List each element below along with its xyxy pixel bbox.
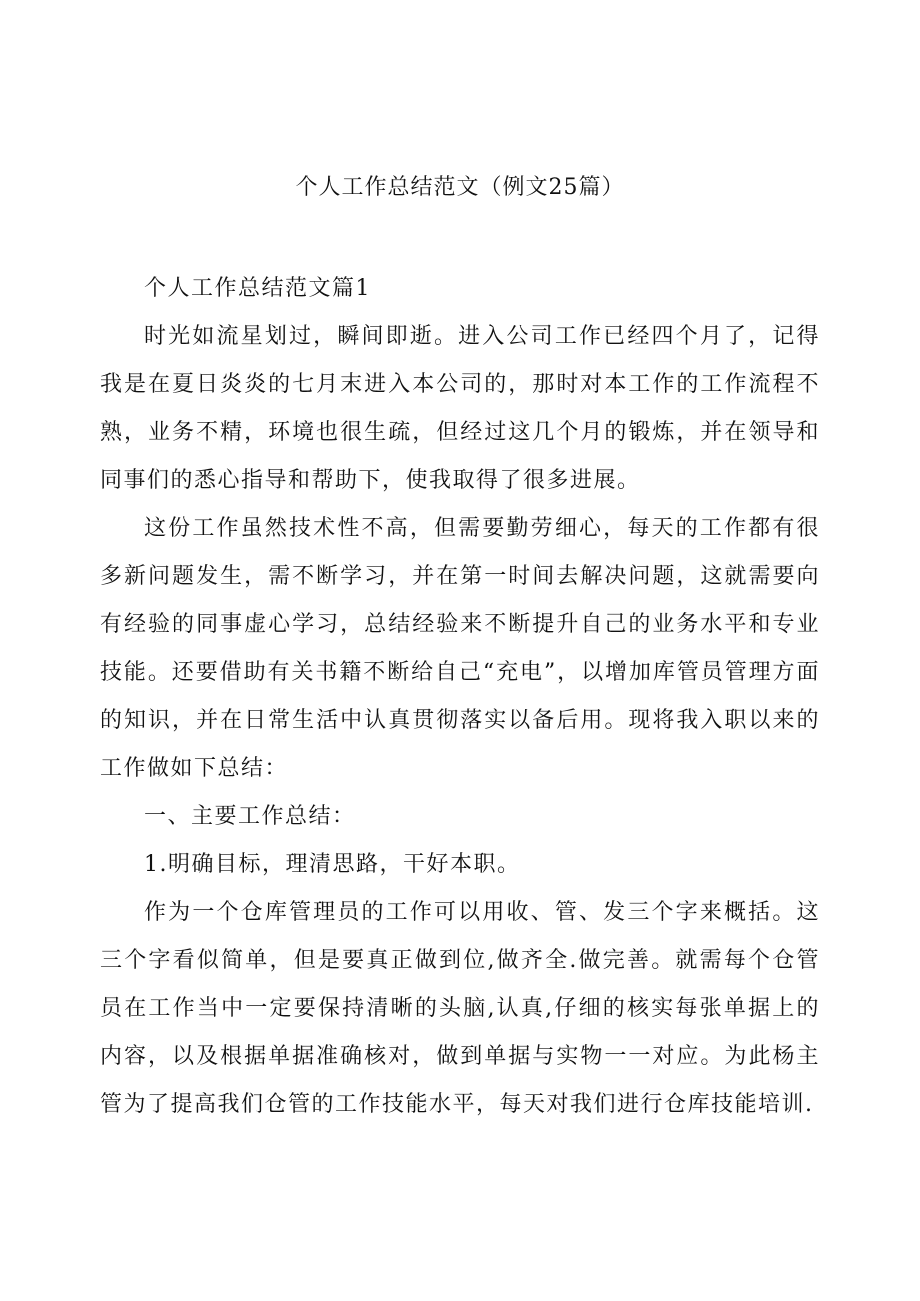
paragraph-intro: 时光如流星划过，瞬间即逝。进入公司工作已经四个月了，记得我是在夏日炎炎的七月末进入本公司的，那时对本工作的工作流程不熟，业务不精，环境也很生疏，但经过这几个月的锻炼，并在领导和同事们的悉心指导和帮助下，使我取得了很多进展。 bbox=[100, 324, 820, 493]
paragraph-work-nature: 这份工作虽然技术性不高，但需要勤劳细心，每天的工作都有很多新问题发生，需不断学习，并在第一时间去解决问题，这就需要向有经验的同事虚心学习，总结经验来不断提升自己的业务水平和专业技能。还要借助有关书籍不断给自己“充电”，以增加库管员管理方面的知识，并在日常生活中认真贯彻落实以备后用。现将我入职以来的工作做如下总结： bbox=[100, 516, 820, 781]
paragraph-warehouse-duties: 作为一个仓库管理员的工作可以用收、管、发三个字来概括。这三个字看似简单，但是要真正做到位,做齐全.做完善。就需每个仓管员在工作当中一定要保持清晰的头脑,认真,仔细的核实每张单据上的内容，以及根据单据准确核对，做到单据与实物一一对应。为此杨主管为了提高我们仓管的工作技能水平，每天对我们进行仓库技能培训. bbox=[100, 900, 820, 1117]
subheading-main-summary: 一、主要工作总结： bbox=[144, 804, 356, 829]
document-title: 个人工作总结范文（例文25篇） bbox=[295, 175, 625, 200]
subheading-item-1: 1.明确目标，理清思路，干好本职。 bbox=[144, 852, 521, 877]
section-heading: 个人工作总结范文篇1 bbox=[144, 276, 371, 301]
document-body bbox=[100, 265, 820, 1129]
